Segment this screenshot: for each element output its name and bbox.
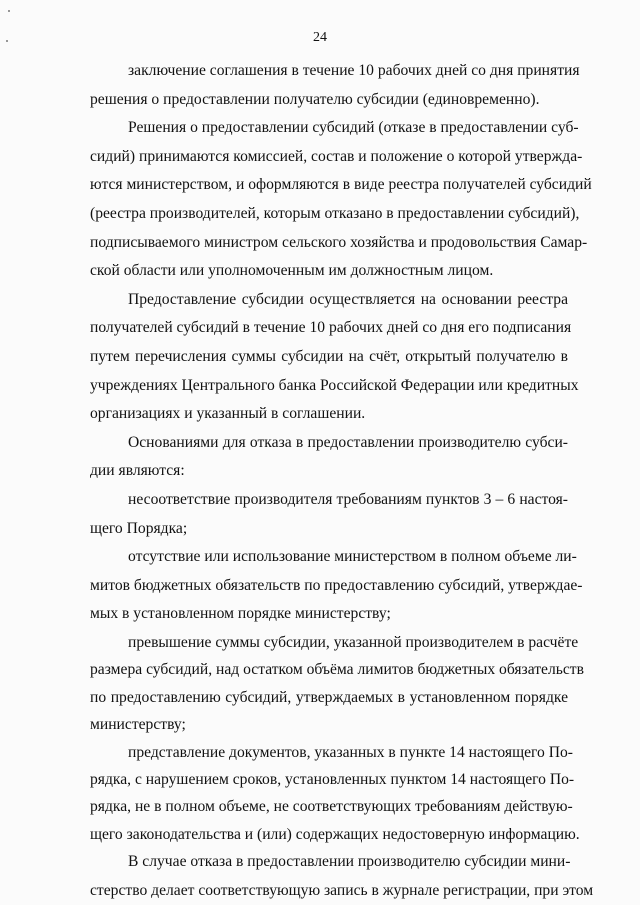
text-line: представление документов, указанных в пункте 14 настоящего По- — [128, 743, 573, 761]
text-line: ются министерством, и оформляются в виде реестра получателей субсидий — [90, 176, 592, 194]
paragraph-limits — [90, 543, 583, 629]
text-line: несоответствие производителя требованиям пунктов 3 – 6 настоя- — [128, 490, 568, 508]
body-text — [90, 57, 594, 905]
paragraph-decisions — [90, 114, 592, 286]
text-line: Решения о предоставлении субсидий (отказе в предоставлении суб- — [128, 119, 579, 137]
text-line: рядка, не в полном объеме, не соответствующих требованиям действую- — [90, 798, 573, 816]
text-line: В случае отказа в предоставлении производителю субсидии мини- — [128, 853, 571, 871]
text-line: рядка, с нарушением сроков, установленных пунктом 14 настоящего По- — [90, 770, 575, 788]
text-line: Основаниями для отказа в предоставлении производителю субси- — [128, 433, 568, 451]
text-line: щего законодательства и (или) содержащих недостоверную информацию. — [90, 825, 580, 843]
paragraph-noncompliance — [90, 486, 568, 543]
text-line: (реестра производителей, которым отказано в предоставлении субсидий), — [90, 204, 580, 222]
text-line: ской области или уполномоченным им должностным лицом. — [90, 262, 494, 280]
text-line: учреждениях Центрального банка Российской Федерации или кредитных — [90, 376, 579, 394]
paragraph-excess — [90, 629, 584, 739]
text-line: по предоставлению субсидий, утверждаемых в установленном порядке — [90, 688, 568, 706]
text-line: превышение суммы субсидии, указанной производителем в расчёте — [128, 633, 579, 651]
text-line: решения о предоставлении получателю субсидии (единовременно). — [90, 90, 540, 108]
text-line: стерство делает соответствующую запись в журнале регистрации, при этом — [90, 881, 594, 899]
text-line: сидий) принимаются комиссией, состав и положение о которой утвержда- — [90, 147, 583, 165]
text-line: размера субсидий, над остатком объёма лимитов бюджетных обязательств — [90, 661, 584, 679]
paragraph-contract-term — [90, 57, 580, 114]
text-line: организациях и указанный в соглашении. — [90, 405, 366, 423]
text-line: мых в установленном порядке министерству; — [90, 605, 391, 623]
text-line: заключение соглашения в течение 10 рабочих дней со дня принятия — [128, 62, 580, 79]
text-line: Предоставление субсидии осуществляется на основании реестра — [128, 290, 568, 308]
text-line: путем перечисления суммы субсидии на счёт, открытый получателю в — [90, 347, 568, 365]
paragraph-provision — [90, 286, 579, 429]
scan-speck — [8, 10, 10, 12]
paragraph-refusal-record — [90, 848, 594, 905]
text-line: получателей субсидий в течение 10 рабочих дней со дня его подписания — [90, 319, 572, 337]
paragraph-refusal-grounds — [90, 429, 568, 486]
text-line: подписываемого министром сельского хозяйства и продовольствия Самар- — [90, 233, 588, 251]
text-line: дии являются: — [90, 462, 185, 480]
paragraph-documents — [90, 739, 580, 849]
text-line: министерству; — [90, 716, 186, 734]
text-line: щего Порядка; — [90, 519, 188, 537]
text-line: митов бюджетных обязательств по предоставлению субсидий, утверждае- — [90, 576, 583, 594]
page-number: 24 — [313, 30, 327, 45]
text-line: отсутствие или использование министерством в полном объеме ли- — [128, 548, 577, 566]
